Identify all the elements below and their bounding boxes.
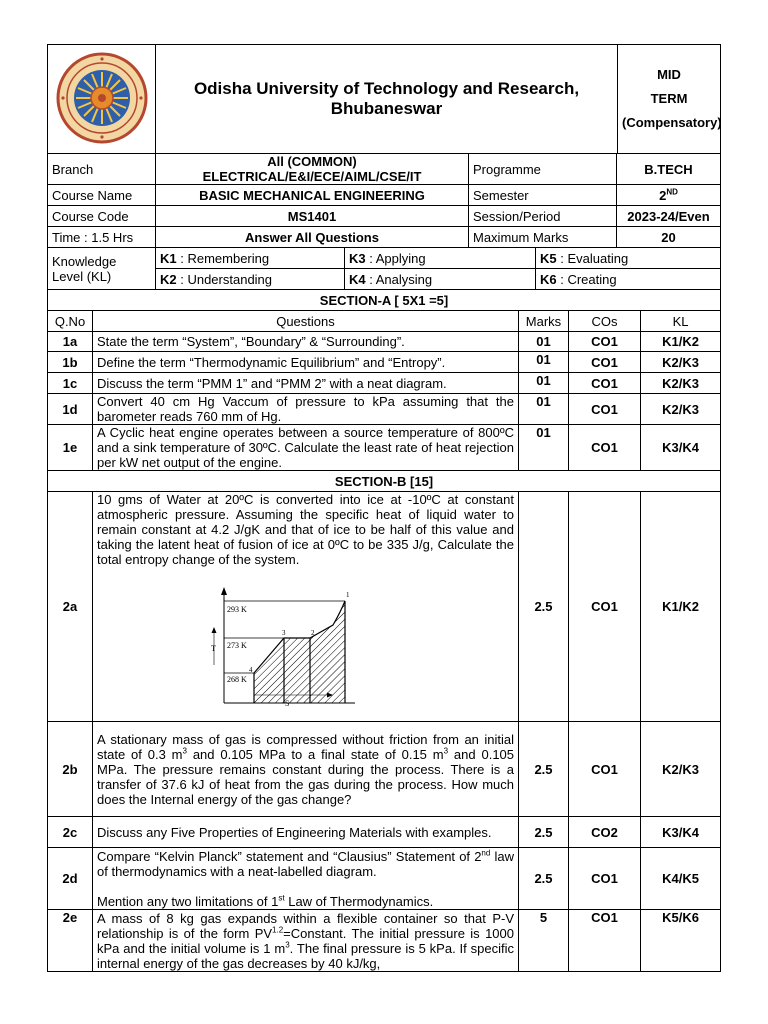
question-marks: 01 xyxy=(519,373,569,394)
question-co: CO1 xyxy=(569,332,641,352)
course-info-table xyxy=(47,153,721,248)
kl-label: Knowledge Level (KL) xyxy=(48,248,156,290)
question-row xyxy=(48,425,721,471)
question-text: Convert 40 cm Hg Vaccum of pressure to kPa assuming that the barometer reads 760 mm of Hg. xyxy=(93,394,519,425)
question-text: Discuss the term “PMM 1” and “PMM 2” with a neat diagram. xyxy=(93,373,519,394)
question-text: Discuss any Five Properties of Engineering Materials with examples. xyxy=(93,817,519,848)
programme-value: B.TECH xyxy=(617,154,721,185)
figure-axis-s: S xyxy=(285,699,290,707)
col-cos: COs xyxy=(569,311,641,332)
question-marks: 01 xyxy=(519,425,569,471)
question-co: CO1 xyxy=(569,848,641,910)
kl-item: K3 : Applying xyxy=(345,248,536,269)
question-kl: K1/K2 xyxy=(641,492,721,722)
time-label: Time : 1.5 Hrs xyxy=(48,227,156,248)
question-text: Compare “Kelvin Planck” statement and “Clausius” Statement of 2nd law of thermodynamics with a neat-labelled diagram. Mention any two limitations of 1st Law of Thermodynamics. xyxy=(93,848,519,910)
university-logo xyxy=(48,45,156,154)
kl-item: K4 : Analysing xyxy=(345,269,536,290)
question-co: CO1 xyxy=(569,492,641,722)
kl-item: K5 : Evaluating xyxy=(536,248,721,269)
question-marks: 01 xyxy=(519,352,569,373)
col-qno: Q.No xyxy=(48,311,93,332)
question-marks: 2.5 xyxy=(519,492,569,722)
course-code-value: MS1401 xyxy=(156,206,469,227)
exam-type: MID TERM (Compensatory) xyxy=(618,45,721,154)
col-questions: Questions xyxy=(93,311,519,332)
kl-item: K6 : Creating xyxy=(536,269,721,290)
question-marks: 5 xyxy=(519,910,569,972)
question-row xyxy=(48,352,721,373)
semester-label: Semester xyxy=(469,185,617,206)
university-name: Odisha University of Technology and Research, Bhubaneswar xyxy=(156,45,618,154)
session-value: 2023-24/Even xyxy=(617,206,721,227)
question-marks: 01 xyxy=(519,394,569,425)
figure-label-273k: 273 K xyxy=(227,641,247,650)
question-row xyxy=(48,848,721,910)
figure-point-3: 3 xyxy=(282,629,286,637)
question-number: 1a xyxy=(48,332,93,352)
question-kl: K5/K6 xyxy=(641,910,721,972)
question-row xyxy=(48,394,721,425)
university-seal-icon xyxy=(55,51,149,145)
question-kl: K2/K3 xyxy=(641,722,721,817)
questions-table xyxy=(47,289,721,972)
figure-point-4: 4 xyxy=(249,666,253,674)
question-text: State the term “System”, “Boundary” & “Surrounding”. xyxy=(93,332,519,352)
col-kl: KL xyxy=(641,311,721,332)
question-marks: 01 xyxy=(519,332,569,352)
session-label: Session/Period xyxy=(469,206,617,227)
kl-item: K2 : Understanding xyxy=(156,269,345,290)
question-number: 2c xyxy=(48,817,93,848)
figure-point-1: 1 xyxy=(346,591,350,599)
question-number: 1c xyxy=(48,373,93,394)
question-marks: 2.5 xyxy=(519,722,569,817)
question-kl: K4/K5 xyxy=(641,848,721,910)
question-text: A mass of 8 kg gas expands within a flexible container so that P-V relationship is of the form $PV^{1.2}=Constant$. The initial pressure is 1000 kPa and the initial volume is 1 $m^3$. The final pressure is 5 kPa. If specific internal energy of the gas decreases by 40 kJ/kg, xyxy=(93,910,519,972)
question-number: 1e xyxy=(48,425,93,471)
question-row xyxy=(48,332,721,352)
question-co: CO1 xyxy=(569,373,641,394)
question-row xyxy=(48,373,721,394)
course-code-label: Course Code xyxy=(48,206,156,227)
question-kl: K2/K3 xyxy=(641,394,721,425)
programme-label: Programme xyxy=(469,154,617,185)
question-number: 1d xyxy=(48,394,93,425)
col-marks: Marks xyxy=(519,311,569,332)
question-row xyxy=(48,817,721,848)
course-name-label: Course Name xyxy=(48,185,156,206)
question-co: CO1 xyxy=(569,722,641,817)
question-marks: 2.5 xyxy=(519,848,569,910)
semester-value: 2ND xyxy=(617,185,721,206)
question-co: CO1 xyxy=(569,425,641,471)
question-number: 2e xyxy=(48,910,93,972)
figure-axis-t: T xyxy=(211,644,216,653)
max-marks-label: Maximum Marks xyxy=(469,227,617,248)
knowledge-level-table xyxy=(47,247,721,290)
figure-label-268k: 268 K xyxy=(227,675,247,684)
section-b-title: SECTION-B [15] xyxy=(48,471,721,492)
question-number: 2d xyxy=(48,848,93,910)
instruction: Answer All Questions xyxy=(156,227,469,248)
question-co: CO1 xyxy=(569,910,641,972)
question-row xyxy=(48,910,721,972)
question-row xyxy=(48,722,721,817)
question-text: 10 gms of Water at 20ºC is converted into ice at -10ºC at constant atmospheric pressure. Assuming the specific heat of liquid water to remain constant at 4.2 J/gK and that of ice to be half of this value and taking the latent heat of fusion of ice at 0ºC to be 335 J/g, Calculate the total entropy change of the system. xyxy=(97,492,514,567)
question-kl: K3/K4 xyxy=(641,817,721,848)
figure-label-293k: 293 K xyxy=(227,605,247,614)
question-text-cell xyxy=(93,492,519,722)
section-a-title: SECTION-A [ 5X1 =5] xyxy=(48,290,721,311)
ts-diagram-figure xyxy=(209,585,359,707)
question-co: CO2 xyxy=(569,817,641,848)
question-kl: K2/K3 xyxy=(641,352,721,373)
question-row xyxy=(48,492,721,722)
question-text: A Cyclic heat engine operates between a source temperature of 800ºC and a sink temperature of 30ºC. Calculate the least rate of heat rejection per kW net output of the engine. xyxy=(93,425,519,471)
branch-label: Branch xyxy=(48,154,156,185)
branch-value: All (COMMON) ELECTRICAL/E&I/ECE/AIML/CSE/IT xyxy=(156,154,469,185)
question-kl: K2/K3 xyxy=(641,373,721,394)
question-kl: K1/K2 xyxy=(641,332,721,352)
course-name-value: BASIC MECHANICAL ENGINEERING xyxy=(156,185,469,206)
question-marks: 2.5 xyxy=(519,817,569,848)
max-marks-value: 20 xyxy=(617,227,721,248)
question-co: CO1 xyxy=(569,394,641,425)
question-co: CO1 xyxy=(569,352,641,373)
question-kl: K3/K4 xyxy=(641,425,721,471)
question-number: 1b xyxy=(48,352,93,373)
figure-point-2: 2 xyxy=(311,629,315,637)
question-paper xyxy=(47,44,720,972)
question-text: Define the term “Thermodynamic Equilibrium” and “Entropy”. xyxy=(93,352,519,373)
question-text: A stationary mass of gas is compressed without friction from an initial state of 0.3 $m^3$ and 0.105 MPa to a final state of 0.15 $m^3$ and 0.105 MPa. The pressure remains constant during the process. There is a transfer of 37.6 kJ of heat from the gas during the process. How much does the Internal energy of the gas change? xyxy=(93,722,519,817)
question-number: 2b xyxy=(48,722,93,817)
question-number: 2a xyxy=(48,492,93,722)
kl-item: K1 : Remembering xyxy=(156,248,345,269)
header-table xyxy=(47,44,721,154)
